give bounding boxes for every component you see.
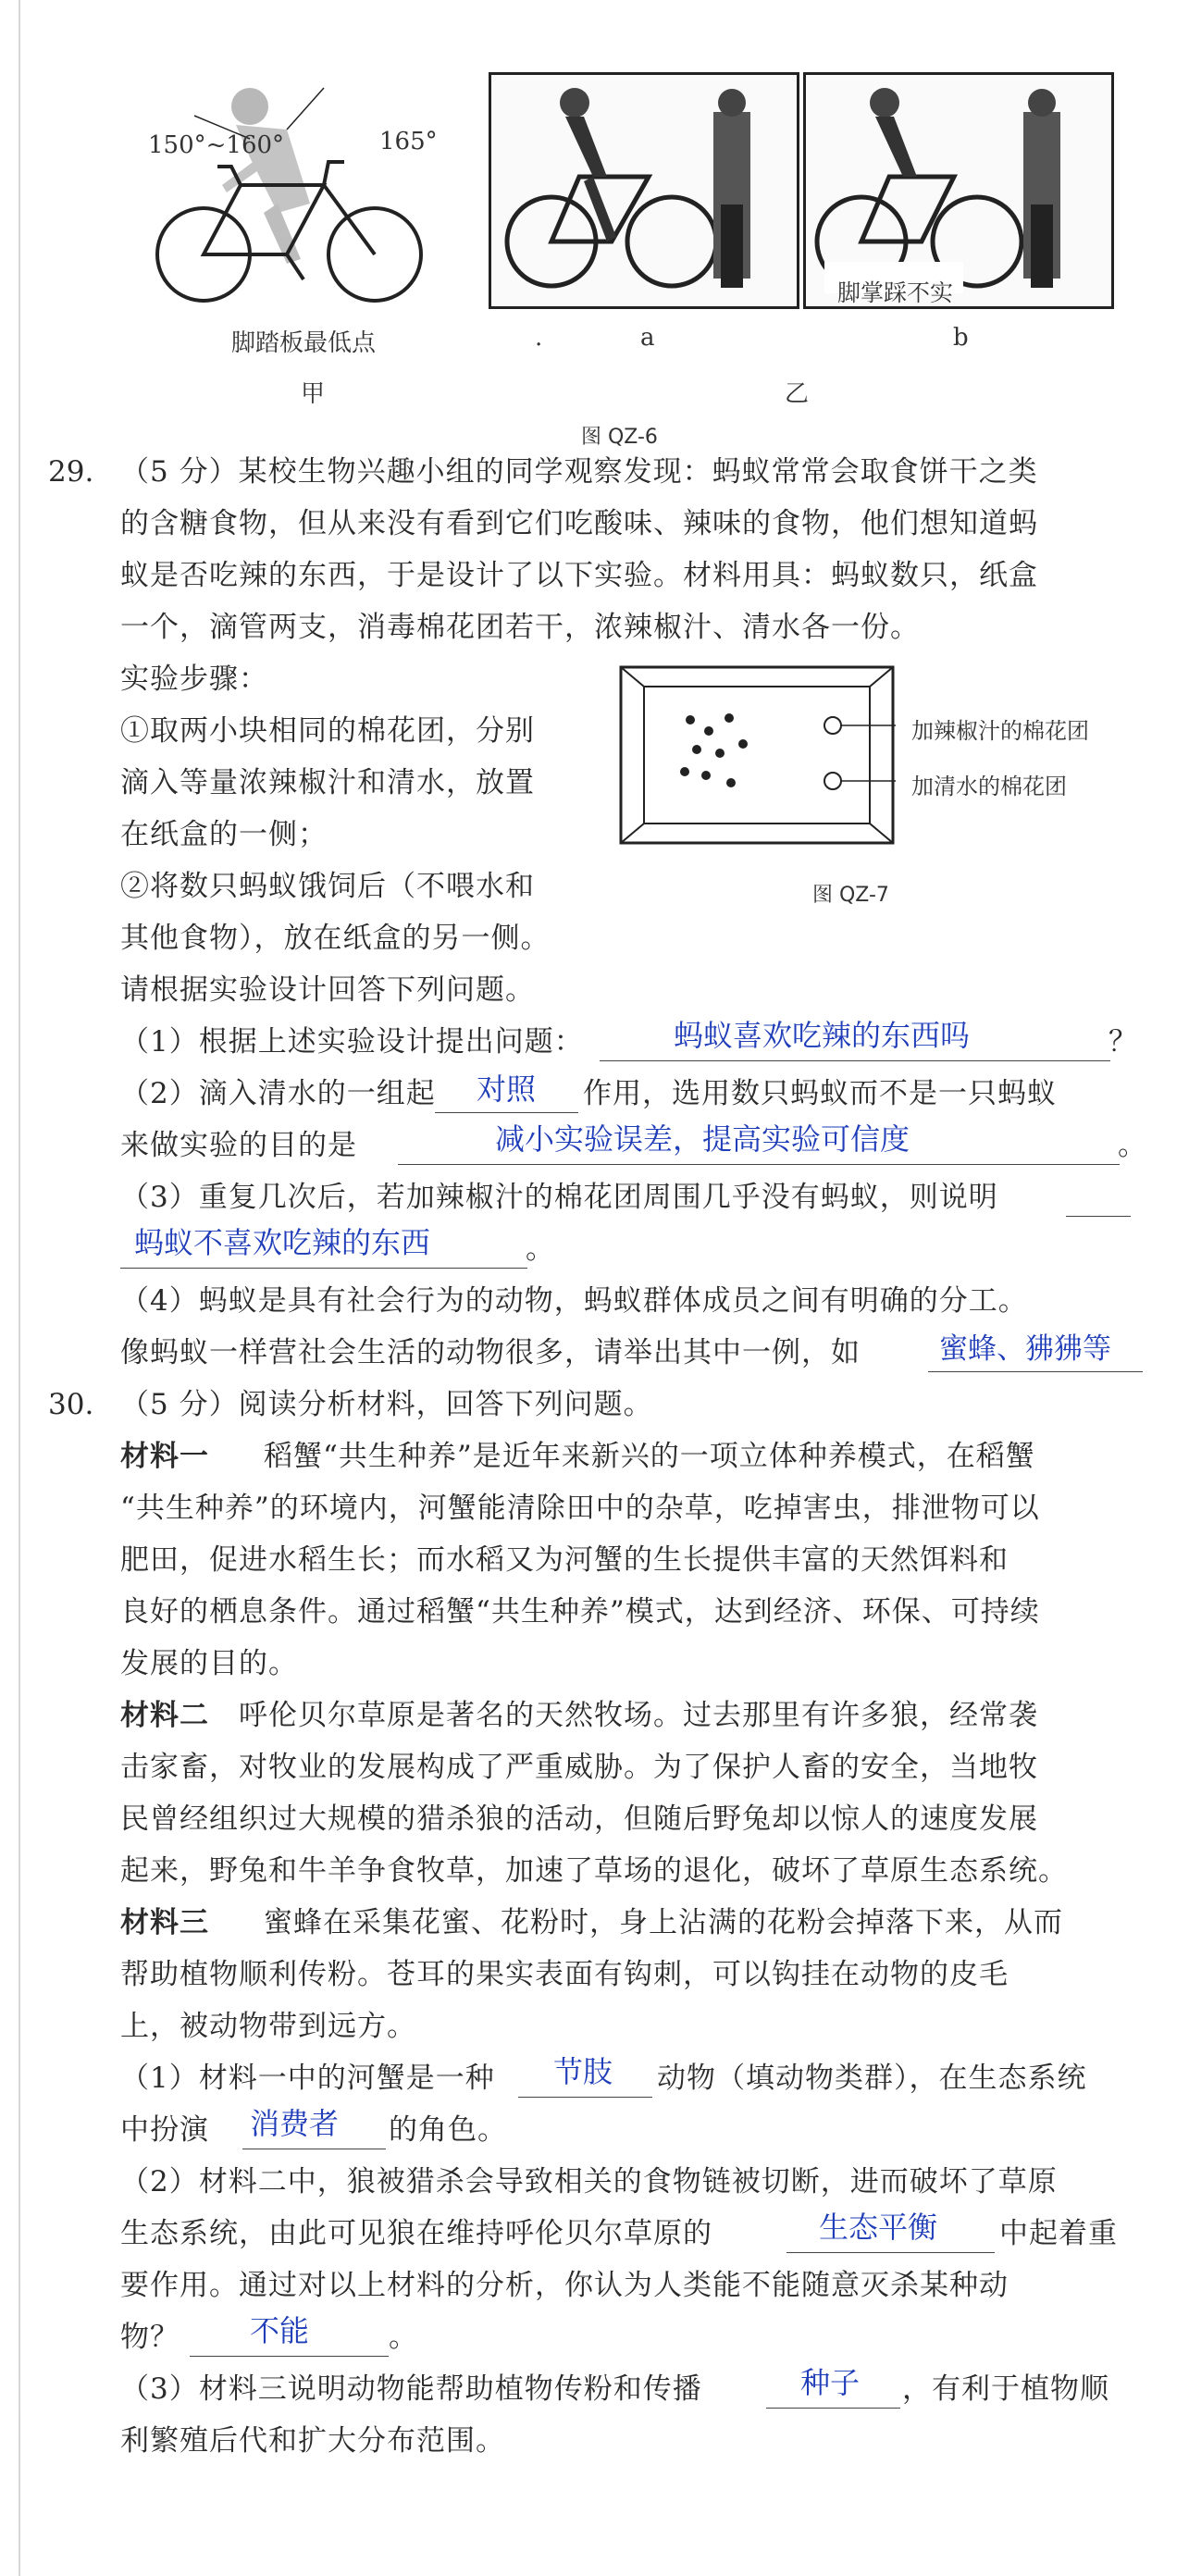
material-3-line-3: 上，被动物带到远方。 — [120, 2010, 416, 2043]
angle-label-left: 150°~160° — [148, 131, 285, 159]
dot-mark: . — [535, 324, 543, 352]
q29-part1-end: ？ — [1108, 1025, 1138, 1059]
panel-label-a: a — [640, 324, 655, 352]
page-margin-line — [19, 0, 20, 2576]
material-3-title: 材料三 — [120, 1906, 209, 1939]
answer-blank-30-1a — [518, 2097, 652, 2098]
q30-part2-b: 中起着重 — [999, 2217, 1118, 2250]
question-number: 30. — [48, 1388, 94, 1421]
q29-line-2: 的含糖食物，但从来没有看到它们吃酸味、辣味的食物，他们想知道蚂 — [120, 507, 1038, 540]
q29-prompt: 请根据实验设计回答下列问题。 — [120, 973, 535, 1007]
answer-q29-2a: 对照 — [477, 1071, 537, 1107]
answer-blank-2b — [398, 1164, 1120, 1165]
q30-part2-c: 物？ — [120, 2321, 180, 2354]
material-1-line-4: 良好的栖息条件。通过稻蟹“共生种养”模式，达到经济、环保、可持续 — [120, 1595, 1040, 1629]
step-line-1: ①取两小块相同的棉花团，分别 — [120, 714, 535, 748]
answer-blank-30-3 — [766, 2408, 900, 2409]
q30-part2-line1: （2）材料二中，狼被猎杀会导致相关的食物链被切断，进而破坏了草原 — [120, 2165, 1058, 2198]
q29-line-3: 蚁是否吃辣的东西，于是设计了以下实验。材料用具：蚂蚁数只，纸盒 — [120, 559, 1038, 592]
q30-part3-line2: 利繁殖后代和扩大分布范围。 — [120, 2424, 505, 2458]
bike-angle-illustration — [139, 74, 453, 324]
q29-part4-line1: （4）蚂蚁是具有社会行为的动物，蚂蚁群体成员之间有明确的分工。 — [120, 1284, 1028, 1318]
angle-label-right: 165° — [379, 128, 438, 155]
answer-q29-3: 蚂蚁不喜欢吃辣的东西 — [134, 1225, 431, 1260]
answer-q30-2b: 不能 — [250, 2313, 310, 2348]
q30-part2-d: 。 — [389, 2321, 418, 2354]
q29-line-4: 一个，滴管两支，消毒棉花团若干，浓辣椒汁、清水各一份。 — [120, 611, 920, 644]
answer-q29-4: 蜜蜂、狒狒等 — [939, 1332, 1111, 1366]
material-2-line-2: 击家畜，对牧业的发展构成了严重威胁。为了保护人畜的安全，当地牧 — [120, 1751, 1038, 1784]
cotton-ball-chili — [824, 717, 841, 734]
figure-caption-qz7: 图 QZ-7 — [812, 884, 889, 907]
answer-q30-1a: 节肢 — [553, 2054, 613, 2089]
ant-box-diagram — [618, 664, 896, 846]
answer-blank-3-tail — [1066, 1216, 1131, 1217]
step-line-2: 滴入等量浓辣椒汁和清水，放置 — [120, 766, 535, 799]
q30-intro: （5 分）阅读分析材料，回答下列问题。 — [120, 1388, 653, 1421]
material-1-line-3: 肥田，促进水稻生长；而水稻又为河蟹的生长提供丰富的天然饵料和 — [120, 1543, 1009, 1577]
q29-part2-end: 。 — [1118, 1129, 1147, 1162]
steps-title: 实验步骤： — [120, 663, 268, 696]
material-2-line-3: 民曾经组织过大规模的猎杀狼的活动，但随后野兔却以惊人的速度发展 — [120, 1802, 1038, 1836]
question-number: 29. — [48, 455, 94, 489]
q30-part1-d: 的角色。 — [389, 2113, 507, 2147]
answer-blank-4 — [928, 1371, 1143, 1372]
label-chili-cotton: 加辣椒汁的棉花团 — [911, 718, 1089, 744]
label-water-cotton: 加清水的棉花团 — [911, 774, 1067, 799]
answer-blank-1 — [600, 1060, 1110, 1061]
answer-q30-1b: 消费者 — [250, 2106, 340, 2141]
material-1-line-1: 稻蟹“共生种养”是近年来新兴的一项立体种养模式，在稻蟹 — [264, 1440, 1035, 1473]
material-2-line-1: 呼伦贝尔草原是著名的天然牧场。过去那里有许多狼，经常袭 — [239, 1699, 1038, 1732]
material-3-line-2: 帮助植物顺利传粉。苍耳的果实表面有钩刺，可以钩挂在动物的皮毛 — [120, 1958, 1009, 1991]
answer-q30-2a: 生态平衡 — [819, 2210, 938, 2245]
sub-label-yi: 乙 — [785, 380, 810, 408]
material-1-title: 材料一 — [120, 1440, 209, 1473]
q29-part3: （3）重复几次后，若加辣椒汁的棉花团周围几乎没有蚂蚁，则说明 — [120, 1181, 998, 1214]
step-line-5: 其他食物），放在纸盒的另一侧。 — [120, 922, 551, 955]
q30-part2-line3: 要作用。通过对以上材料的分析，你认为人类能不能随意灭杀某种动 — [120, 2269, 1009, 2302]
answer-q29-1: 蚂蚁喜欢吃辣的东西吗 — [674, 1018, 971, 1053]
answer-q30-3: 种子 — [800, 2365, 861, 2400]
step-line-3: 在纸盒的一侧； — [120, 818, 328, 851]
q29-part2-a: （2）滴入清水的一组起 — [120, 1077, 436, 1110]
q29-part2-c: 来做实验的目的是 — [120, 1129, 357, 1162]
q29-part1: （1）根据上述实验设计提出问题： — [120, 1025, 584, 1059]
rider-photo-a — [491, 75, 797, 306]
material-1-line-2: “共生种养”的环境内，河蟹能清除田中的杂草，吃掉害虫，排泄物可以 — [120, 1492, 1040, 1525]
q30-part3-b: ，有利于植物顺 — [902, 2372, 1109, 2406]
photo-panel-b — [803, 72, 1114, 309]
answer-blank-2a — [435, 1112, 578, 1113]
ants — [680, 713, 748, 787]
answer-blank-3 — [120, 1268, 527, 1269]
q29-part2-b: 作用，选用数只蚂蚁而不是一只蚂蚁 — [583, 1077, 1057, 1110]
material-3-line-1: 蜜蜂在采集花蜜、花粉时，身上沾满的花粉会掉落下来，从而 — [264, 1906, 1063, 1939]
q30-part2-a: 生态系统，由此可见狼在维持呼伦贝尔草原的 — [120, 2217, 712, 2250]
q29-part4-line2: 像蚂蚁一样营社会生活的动物很多，请举出其中一例，如 — [120, 1336, 861, 1369]
step-line-4: ②将数只蚂蚁饿饲后（不喂水和 — [120, 870, 535, 903]
q29-line-1: （5 分）某校生物兴趣小组的同学观察发现：蚂蚁常常会取食饼干之类 — [120, 455, 1038, 489]
q30-part3-a: （3）材料三说明动物能帮助植物传粉和传播 — [120, 2372, 702, 2406]
material-2-line-4: 起来，野兔和牛羊争食牧草，加速了草场的退化，破坏了草原生态系统。 — [120, 1854, 1068, 1888]
answer-blank-30-2a — [786, 2252, 995, 2253]
figure-caption-qz6: 图 QZ-6 — [581, 426, 658, 449]
answer-blank-30-2b — [190, 2356, 389, 2357]
sub-label-jia: 甲 — [301, 380, 326, 408]
q30-part1-a: （1）材料一中的河蟹是一种 — [120, 2062, 495, 2095]
material-1-line-5: 发展的目的。 — [120, 1647, 298, 1680]
rider-photo-b — [806, 75, 1111, 306]
cotton-ball-water — [824, 773, 841, 789]
answer-q29-2b: 减小实验误差，提高实验可信度 — [495, 1121, 910, 1157]
pedal-caption: 脚踏板最低点 — [231, 329, 377, 357]
material-2-title: 材料二 — [120, 1699, 209, 1732]
panel-b-note: 脚掌踩不实 — [837, 279, 954, 306]
q30-part1-b: 动物（填动物类群），在生态系统 — [657, 2062, 1087, 2095]
q30-part1-c: 中扮演 — [120, 2113, 209, 2147]
photo-panel-a — [489, 72, 799, 309]
q29-part3-end: 。 — [526, 1232, 555, 1266]
panel-label-b: b — [953, 324, 969, 352]
